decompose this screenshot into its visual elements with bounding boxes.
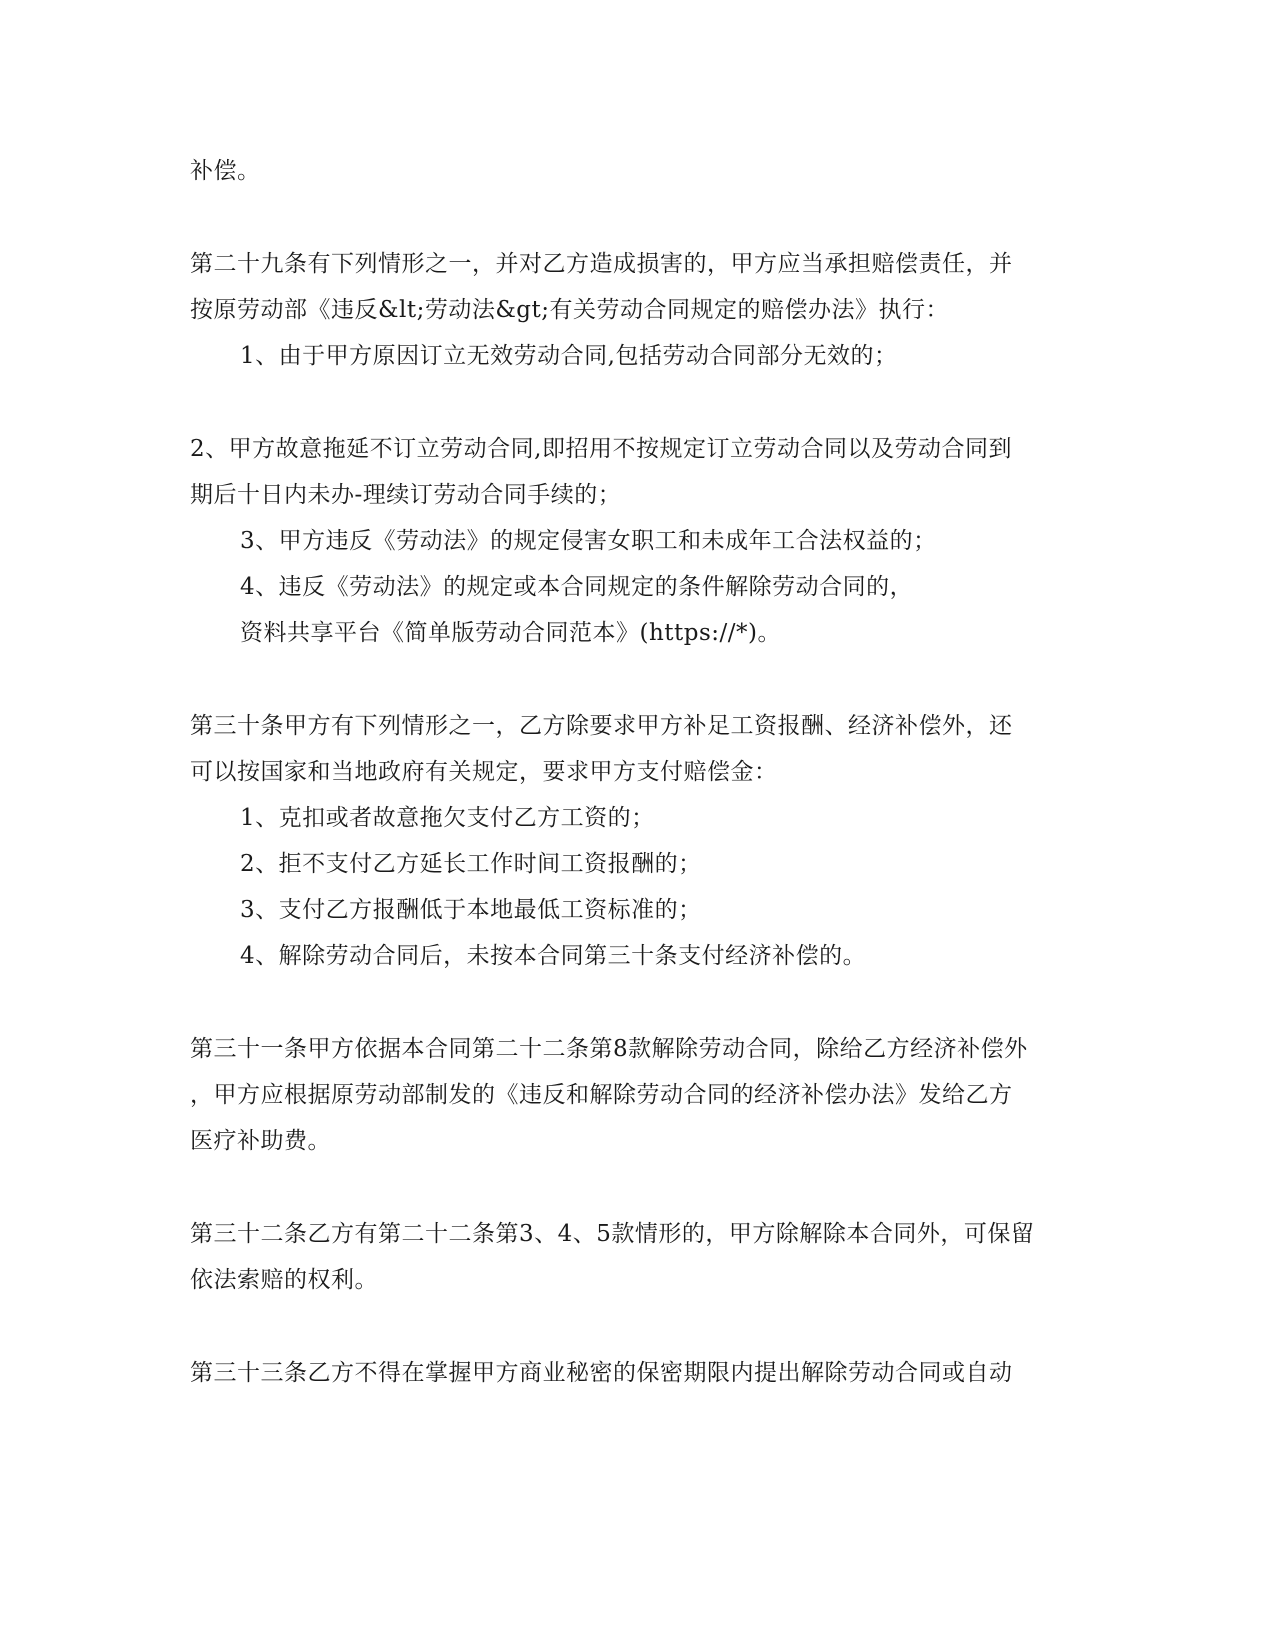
article-31-heading: 第三十一条甲方依据本合同第二十二条第8款解除劳动合同，除给乙方经济补偿外	[190, 1036, 1028, 1062]
list-item: 3、支付乙方报酬低于本地最低工资标准的；	[240, 897, 702, 923]
article-32-heading: 第三十二条乙方有第二十二条第3、4、5款情形的，甲方除解除本合同外，可保留	[190, 1221, 1035, 1247]
text-line: 依法索赔的权利。	[190, 1267, 378, 1293]
list-item: 3、甲方违反《劳动法》的规定侵害女职工和未成年工合法权益的；	[240, 528, 937, 554]
text-line: 按原劳动部《违反&lt;劳动法&gt;有关劳动合同规定的赔偿办法》执行：	[190, 297, 950, 323]
text-line: ，甲方应根据原劳动部制发的《违反和解除劳动合同的经济补偿办法》发给乙方	[190, 1082, 1013, 1108]
text-line: 可以按国家和当地政府有关规定，要求甲方支付赔偿金：	[190, 759, 778, 785]
text-line: 期后十日内未办-理续订劳动合同手续的；	[190, 482, 622, 508]
text-line: 医疗补助费。	[190, 1128, 331, 1154]
article-29-heading: 第二十九条有下列情形之一，并对乙方造成损害的，甲方应当承担赔偿责任，并	[190, 251, 1013, 277]
text-line: 补偿。	[190, 158, 261, 184]
list-item: 4、违反《劳动法》的规定或本合同规定的条件解除劳动合同的，	[240, 574, 914, 600]
list-item: 1、由于甲方原因订立无效劳动合同,包括劳动合同部分无效的；	[240, 343, 898, 369]
list-item: 2、拒不支付乙方延长工作时间工资报酬的；	[240, 851, 702, 877]
article-33-heading: 第三十三条乙方不得在掌握甲方商业秘密的保密期限内提出解除劳动合同或自动	[190, 1360, 1013, 1386]
list-item: 2、甲方故意拖延不订立劳动合同,即招用不按规定订立劳动合同以及劳动合同到	[190, 436, 1012, 462]
article-30-heading: 第三十条甲方有下列情形之一，乙方除要求甲方补足工资报酬、经济补偿外，还	[190, 713, 1013, 739]
list-item: 4、解除劳动合同后，未按本合同第三十条支付经济补偿的。	[240, 943, 867, 969]
source-note: 资料共享平台《简单版劳动合同范本》(https://*)。	[240, 620, 782, 646]
list-item: 1、克扣或者故意拖欠支付乙方工资的；	[240, 805, 655, 831]
